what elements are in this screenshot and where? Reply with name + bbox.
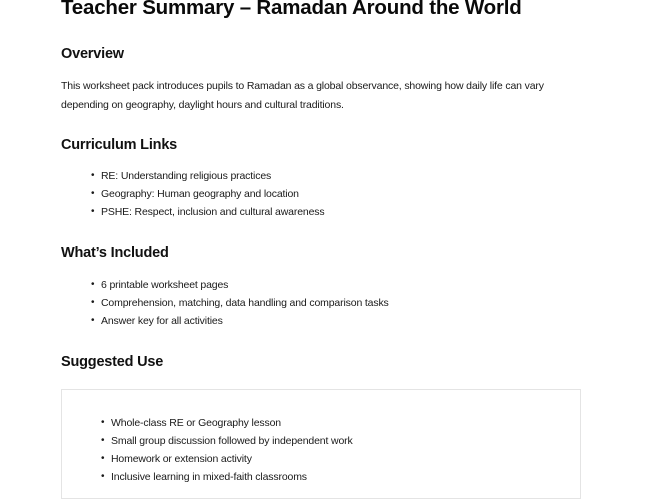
list-item-text: RE: Understanding religious practices — [101, 170, 272, 182]
bullet-icon: • — [91, 315, 95, 326]
list-item-text: 6 printable worksheet pages — [101, 279, 229, 291]
bullet-icon: • — [101, 453, 105, 464]
list-item — [101, 432, 353, 450]
overview-heading: Overview — [61, 46, 124, 62]
bullet-icon: • — [91, 170, 95, 181]
suggested-use-list — [101, 414, 353, 486]
bullet-icon: • — [101, 435, 105, 446]
suggested-use-heading: Suggested Use — [61, 354, 164, 370]
list-item — [91, 167, 324, 185]
list-item-text: Whole-class RE or Geography lesson — [111, 417, 281, 429]
list-item — [91, 312, 389, 330]
list-item-text: PSHE: Respect, inclusion and cultural awareness — [101, 206, 325, 218]
list-item — [91, 185, 324, 203]
list-item — [91, 276, 389, 294]
overview-paragraph-line1: This worksheet pack introduces pupils to Ramadan as a global observance, showing how daily life can vary — [61, 80, 544, 92]
list-item-text: Inclusive learning in mixed-faith classrooms — [111, 471, 307, 483]
whats-included-heading: What’s Included — [61, 245, 169, 261]
list-item-text: Answer key for all activities — [101, 315, 223, 327]
bullet-icon: • — [91, 188, 95, 199]
list-item — [101, 468, 353, 486]
document-title: Teacher Summary – Ramadan Around the World — [61, 0, 522, 19]
list-item — [91, 203, 324, 221]
bullet-icon: • — [91, 206, 95, 217]
list-item — [101, 450, 353, 468]
overview-paragraph-line2: depending on geography, daylight hours and cultural traditions. — [61, 99, 344, 111]
list-item-text: Comprehension, matching, data handling and comparison tasks — [101, 297, 389, 309]
list-item-text: Small group discussion followed by independent work — [111, 435, 353, 447]
list-item — [101, 414, 353, 432]
overview-paragraph — [61, 77, 581, 115]
whats-included-list — [91, 276, 389, 330]
list-item — [91, 294, 389, 312]
bullet-icon: • — [91, 279, 95, 290]
curriculum-links-list — [91, 167, 324, 221]
curriculum-links-heading: Curriculum Links — [61, 137, 178, 153]
list-item-text: Geography: Human geography and location — [101, 188, 299, 200]
list-item-text: Homework or extension activity — [111, 453, 252, 465]
bullet-icon: • — [101, 417, 105, 428]
bullet-icon: • — [101, 471, 105, 482]
bullet-icon: • — [91, 297, 95, 308]
